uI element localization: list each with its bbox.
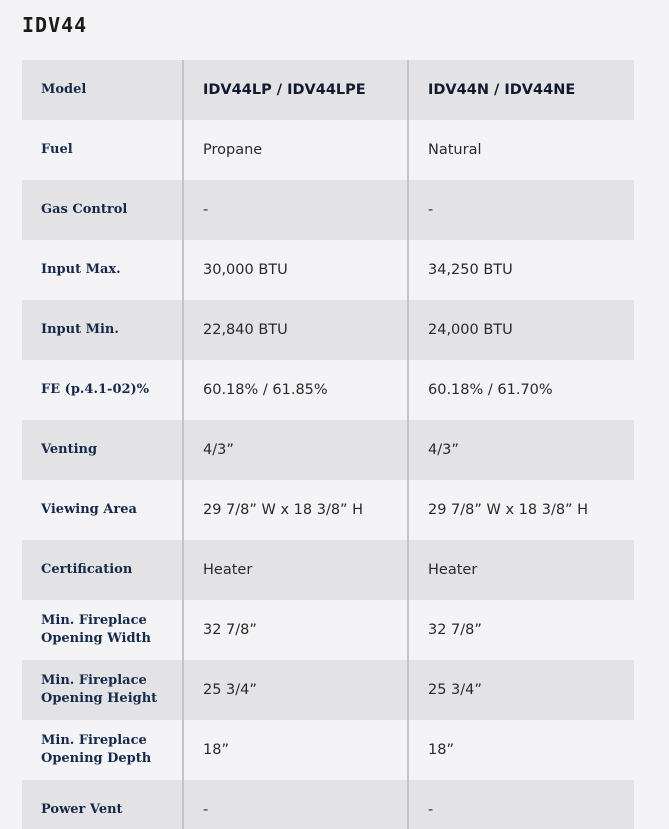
row-value-n: 32 7/8” — [408, 600, 634, 660]
row-label: Min. Fireplace Opening Width — [22, 600, 183, 660]
row-value-lp: 30,000 BTU — [183, 240, 408, 300]
row-value-n: 25 3/4” — [408, 660, 634, 720]
row-value-lp: 32 7/8” — [183, 600, 408, 660]
row-value-lp: 22,840 BTU — [183, 300, 408, 360]
row-label: Min. Fireplace Opening Height — [22, 660, 183, 720]
header-model-lp: IDV44LP / IDV44LPE — [183, 60, 408, 120]
table-header-row — [22, 60, 634, 120]
row-value-n: 60.18% / 61.70% — [408, 360, 634, 420]
row-label: Certification — [22, 540, 183, 600]
table-row — [22, 720, 634, 780]
table-row — [22, 420, 634, 480]
table-row — [22, 360, 634, 420]
row-value-lp: 60.18% / 61.85% — [183, 360, 408, 420]
row-value-n: - — [408, 180, 634, 240]
table-row — [22, 120, 634, 180]
row-label: Power Vent — [22, 780, 183, 829]
row-label: Venting — [22, 420, 183, 480]
spec-table — [22, 60, 634, 829]
row-label: Viewing Area — [22, 480, 183, 540]
table-row — [22, 540, 634, 600]
table-row — [22, 600, 634, 660]
row-value-lp: - — [183, 180, 408, 240]
header-label: Model — [22, 60, 183, 120]
row-label: Input Max. — [22, 240, 183, 300]
header-model-n: IDV44N / IDV44NE — [408, 60, 634, 120]
row-label: Min. Fireplace Opening Depth — [22, 720, 183, 780]
table-row — [22, 480, 634, 540]
row-value-n: 29 7/8” W x 18 3/8” H — [408, 480, 634, 540]
row-value-n: 18” — [408, 720, 634, 780]
row-value-n: - — [408, 780, 634, 829]
row-value-lp: 18” — [183, 720, 408, 780]
row-value-lp: 25 3/4” — [183, 660, 408, 720]
row-value-lp: Heater — [183, 540, 408, 600]
row-value-lp: 4/3” — [183, 420, 408, 480]
table-row — [22, 240, 634, 300]
row-value-n: 34,250 BTU — [408, 240, 634, 300]
row-label: FE (p.4.1-02)% — [22, 360, 183, 420]
row-value-lp: 29 7/8” W x 18 3/8” H — [183, 480, 408, 540]
row-label: Gas Control — [22, 180, 183, 240]
row-value-lp: - — [183, 780, 408, 829]
row-value-lp: Propane — [183, 120, 408, 180]
table-row — [22, 780, 634, 829]
page-title: IDV44 — [22, 13, 88, 37]
table-row — [22, 660, 634, 720]
row-value-n: 24,000 BTU — [408, 300, 634, 360]
table-row — [22, 300, 634, 360]
table-row — [22, 180, 634, 240]
row-label: Fuel — [22, 120, 183, 180]
row-value-n: Heater — [408, 540, 634, 600]
row-label: Input Min. — [22, 300, 183, 360]
row-value-n: 4/3” — [408, 420, 634, 480]
row-value-n: Natural — [408, 120, 634, 180]
